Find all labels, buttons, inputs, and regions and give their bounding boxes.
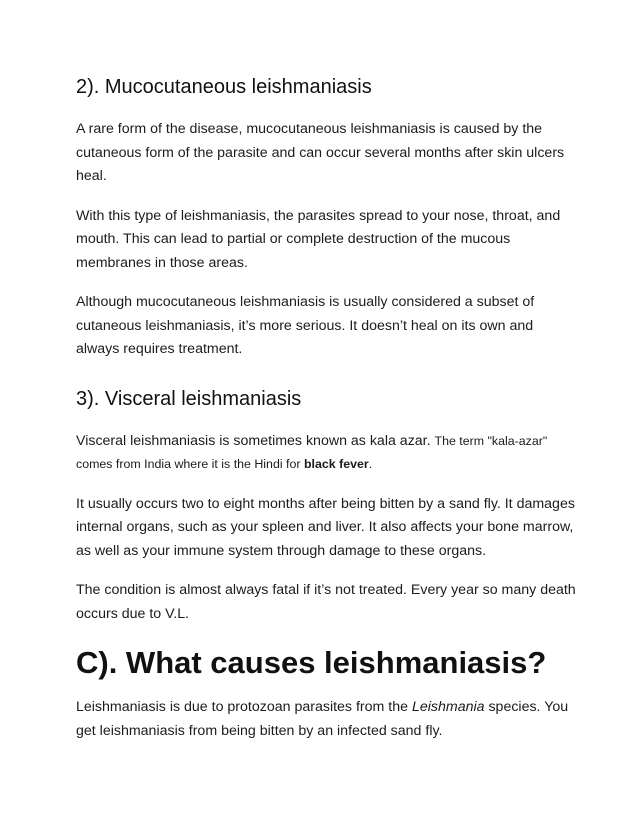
paragraph-visceral-3: The condition is almost always fatal if it’s not treated. Every year so many death occurs due to V.L. xyxy=(76,582,576,622)
black-fever-text: black fever xyxy=(303,457,369,471)
paragraph-mucocutaneous-3: Although mucocutaneous leishmaniasis is usually considered a subset of cutaneous leishmaniasis, it’s more serious. It doesn’t heal on its own and always requires treatment. xyxy=(76,294,535,357)
heading-visceral: 3). Visceral leishmaniasis xyxy=(76,387,302,410)
paragraph-mucocutaneous-2: With this type of leishmaniasis, the parasites spread to your nose, throat, and mouth. This can lead to partial or complete destruction of the mucous membranes in those areas. xyxy=(76,207,561,271)
leishmania-species-text: Leishmania xyxy=(411,699,485,715)
paragraph-visceral-2: It usually occurs two to eight months after being bitten by a sand fly. It damages internal organs, such as your spleen and liver. It also affects your bone marrow, as well as your immune system through damage to these organs. xyxy=(76,495,575,559)
visceral-end-text: . xyxy=(368,457,373,471)
paragraph-visceral-1 xyxy=(76,430,576,477)
causes-text-b: species. You get leishmaniasis from being bitten by an infected sand fly. xyxy=(76,699,569,739)
paragraph-mucocutaneous-1: A rare form of the disease, mucocutaneous leishmaniasis is caused by the cutaneous form of the parasite and can occur several months after skin ulcers heal. xyxy=(76,121,565,184)
heading-mucocutaneous: 2). Mucocutaneous leishmaniasis xyxy=(76,76,372,98)
document-content xyxy=(76,74,576,759)
visceral-term-text: The term "kala-azar" comes from India where it is the Hindi for xyxy=(76,433,548,471)
paragraph-causes-1 xyxy=(76,696,576,743)
heading-causes: C). What causes leishmaniasis? xyxy=(76,645,547,680)
causes-text-a: Leishmaniasis is due to protozoan parasites from the xyxy=(76,699,412,715)
visceral-lead-text: Visceral leishmaniasis is sometimes known as kala azar. xyxy=(76,432,435,449)
